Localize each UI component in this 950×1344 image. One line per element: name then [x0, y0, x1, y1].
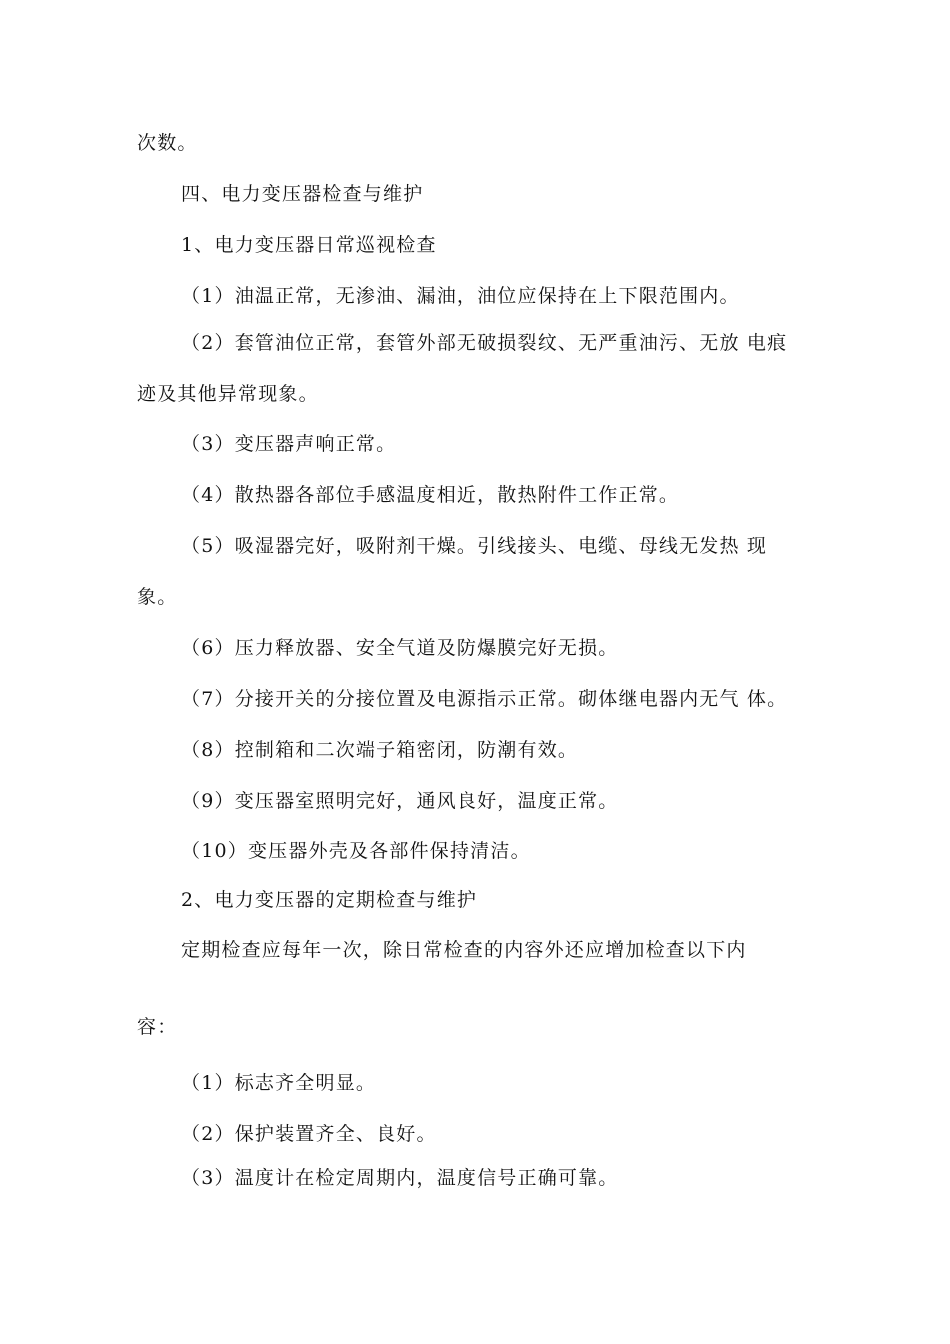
list-item: （2）保护装置齐全、良好。 — [181, 1123, 437, 1145]
list-item: （5）吸湿器完好，吸附剂干燥。引线接头、电缆、母线无发热 现 — [181, 535, 768, 557]
list-item: （3）变压器声响正常。 — [181, 433, 397, 455]
list-item: （1）油温正常，无渗油、漏油，油位应保持在上下限范围内。 — [181, 285, 740, 307]
text-line: 迹及其他异常现象。 — [137, 383, 319, 405]
subsection-heading: 1、电力变压器日常巡视检查 — [181, 234, 437, 256]
list-item: （9）变压器室照明完好，通风良好，温度正常。 — [181, 790, 619, 812]
text-line: 容： — [137, 1016, 178, 1038]
list-item: （10）变压器外壳及各部件保持清洁。 — [181, 840, 531, 862]
list-item: （1）标志齐全明显。 — [181, 1072, 377, 1094]
text-line: 次数。 — [137, 132, 198, 154]
list-item: （8）控制箱和二次端子箱密闭，防潮有效。 — [181, 739, 579, 761]
list-item: （3）温度计在检定周期内，温度信号正确可靠。 — [181, 1167, 619, 1189]
list-item: （4）散热器各部位手感温度相近，散热附件工作正常。 — [181, 484, 680, 506]
text-line: 象。 — [137, 586, 178, 608]
list-item: （2）套管油位正常，套管外部无破损裂纹、无严重油污、无放 电痕 — [181, 332, 788, 354]
list-item: （6）压力释放器、安全气道及防爆膜完好无损。 — [181, 637, 619, 659]
section-heading: 四、电力变压器检查与维护 — [181, 183, 424, 205]
list-item: （7）分接开关的分接位置及电源指示正常。砌体继电器内无气 体。 — [181, 688, 788, 710]
subsection-heading: 2、电力变压器的定期检查与维护 — [181, 889, 478, 911]
text-line: 定期检查应每年一次，除日常检查的内容外还应增加检查以下内 — [181, 939, 747, 961]
